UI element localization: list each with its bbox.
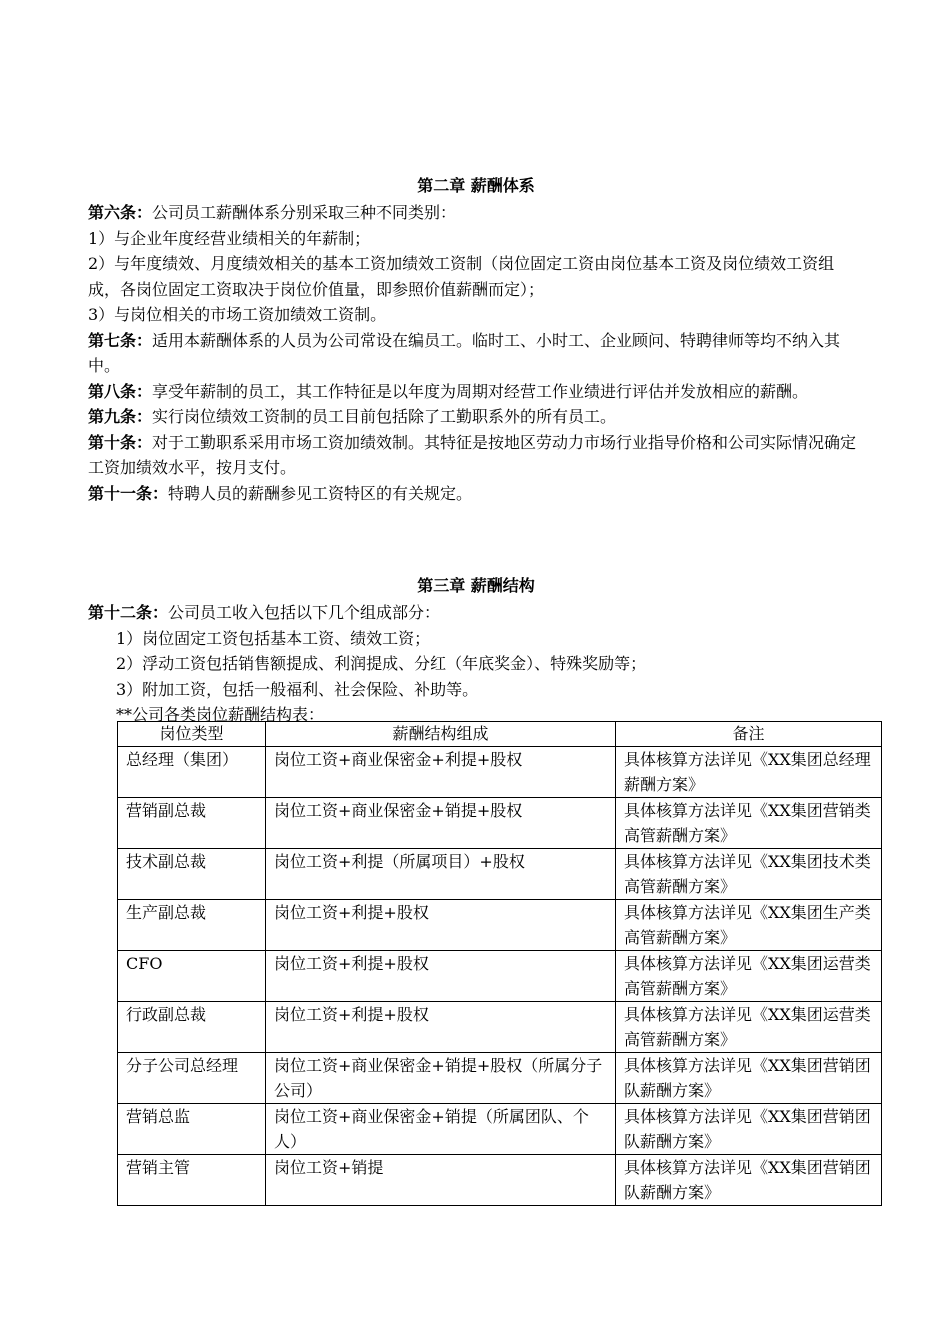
chapter-3-body xyxy=(88,600,864,728)
cell-note: 具体核算方法详见《XX集团营销团队薪酬方案》 xyxy=(616,1104,882,1155)
article-paragraph xyxy=(88,379,864,405)
article-paragraph xyxy=(88,481,864,507)
article-paragraph xyxy=(88,302,864,328)
cell-structure: 岗位工资+商业保密金+销提+股权（所属分子公司） xyxy=(266,1053,616,1104)
cell-structure: 岗位工资+利提+股权 xyxy=(266,900,616,951)
cell-structure: 岗位工资+利提（所属项目）+股权 xyxy=(266,849,616,900)
column-header-position: 岗位类型 xyxy=(118,722,266,747)
cell-position: 总经理（集团） xyxy=(118,747,266,798)
table-row xyxy=(118,1053,882,1104)
cell-structure: 岗位工资+利提+股权 xyxy=(266,951,616,1002)
cell-position: 分子公司总经理 xyxy=(118,1053,266,1104)
income-item-2: 2）浮动工资包括销售额提成、利润提成、分红（年底奖金）、特殊奖励等； xyxy=(116,654,647,673)
cell-note: 具体核算方法详见《XX集团运营类高管薪酬方案》 xyxy=(616,1002,882,1053)
column-header-structure: 薪酬结构组成 xyxy=(266,722,616,747)
table-row xyxy=(118,747,882,798)
cell-structure: 岗位工资+商业保密金+利提+股权 xyxy=(266,747,616,798)
income-item-1: 1）岗位固定工资包括基本工资、绩效工资； xyxy=(116,628,431,648)
article-text: 公司员工收入包括以下几个组成部分： xyxy=(168,603,441,622)
article-paragraph xyxy=(88,430,864,481)
article-label: 第九条： xyxy=(88,407,153,426)
cell-note: 具体核算方法详见《XX集团营销类高管薪酬方案》 xyxy=(616,798,882,849)
cell-note: 具体核算方法详见《XX集团技术类高管薪酬方案》 xyxy=(616,849,882,900)
article-paragraph xyxy=(88,328,864,379)
cell-position: 生产副总裁 xyxy=(118,900,266,951)
article-label: 第十二条： xyxy=(88,603,169,622)
column-header-note: 备注 xyxy=(616,722,882,747)
table-caption: **公司各类岗位薪酬结构表： xyxy=(116,705,325,724)
cell-position: 技术副总裁 xyxy=(118,849,266,900)
article-label: 第六条： xyxy=(88,203,153,222)
cell-structure: 岗位工资+商业保密金+销提（所属团队、个人） xyxy=(266,1104,616,1155)
article-12 xyxy=(88,600,864,626)
article-paragraph xyxy=(88,404,864,430)
article-text: 适用本薪酬体系的人员为公司常设在编员工。临时工、小时工、企业顾问、特聘律师等均不纳入其中。 xyxy=(88,330,841,375)
cell-note: 具体核算方法详见《XX集团总经理薪酬方案》 xyxy=(616,747,882,798)
article-paragraph xyxy=(88,200,864,226)
article-text: 3）与岗位相关的市场工资加绩效工资制。 xyxy=(88,305,387,324)
cell-note: 具体核算方法详见《XX集团运营类高管薪酬方案》 xyxy=(616,951,882,1002)
table-row xyxy=(118,798,882,849)
table-row xyxy=(118,1104,882,1155)
article-text: 享受年薪制的员工，其工作特征是以年度为周期对经营工作业绩进行评估并发放相应的薪酬。 xyxy=(152,381,809,401)
cell-position: 营销总监 xyxy=(118,1104,266,1155)
article-label: 第十一条： xyxy=(88,483,169,503)
table-row xyxy=(118,1002,882,1053)
table-header-row xyxy=(118,722,882,747)
table-row xyxy=(118,900,882,951)
cell-position: 营销副总裁 xyxy=(118,798,266,849)
chapter-2-body xyxy=(88,200,864,506)
chapter-3-title: 第三章 薪酬结构 xyxy=(417,576,535,595)
table-row xyxy=(118,951,882,1002)
cell-structure: 岗位工资+销提 xyxy=(266,1155,616,1206)
article-paragraph xyxy=(88,251,864,302)
article-text: 特聘人员的薪酬参见工资特区的有关规定。 xyxy=(168,483,473,503)
cell-position: 行政副总裁 xyxy=(118,1002,266,1053)
cell-note: 具体核算方法详见《XX集团营销团队薪酬方案》 xyxy=(616,1155,882,1206)
article-label: 第十条： xyxy=(88,432,153,452)
cell-structure: 岗位工资+商业保密金+销提+股权 xyxy=(266,798,616,849)
cell-note: 具体核算方法详见《XX集团生产类高管薪酬方案》 xyxy=(616,900,882,951)
table-row xyxy=(118,849,882,900)
article-paragraph xyxy=(88,226,864,252)
article-text: 2）与年度绩效、月度绩效相关的基本工资加绩效工资制（岗位固定工资由岗位基本工资及岗位绩效工资组成，各岗位固定工资取决于岗位价值量，即参照价值薪酬而定）； xyxy=(88,254,835,299)
article-text: 实行岗位绩效工资制的员工目前包括除了工勤职系外的所有员工。 xyxy=(152,407,617,426)
income-item-3: 3）附加工资，包括一般福利、社会保险、补助等。 xyxy=(116,679,479,699)
article-text: 对于工勤职系采用市场工资加绩效制。其特征是按地区劳动力市场行业指导价格和公司实际情况确定工资加绩效水平，按月支付。 xyxy=(88,432,857,477)
cell-structure: 岗位工资+利提+股权 xyxy=(266,1002,616,1053)
salary-structure-table xyxy=(117,721,882,1206)
chapter-2-title: 第二章 薪酬体系 xyxy=(417,176,535,195)
cell-position: CFO xyxy=(118,951,266,1002)
cell-position: 营销主管 xyxy=(118,1155,266,1206)
cell-note: 具体核算方法详见《XX集团营销团队薪酬方案》 xyxy=(616,1053,882,1104)
article-text: 公司员工薪酬体系分别采取三种不同类别： xyxy=(152,203,457,222)
table-row xyxy=(118,1155,882,1206)
article-label: 第八条： xyxy=(88,381,153,401)
article-text: 1）与企业年度经营业绩相关的年薪制； xyxy=(88,228,371,248)
article-label: 第七条： xyxy=(88,330,153,350)
